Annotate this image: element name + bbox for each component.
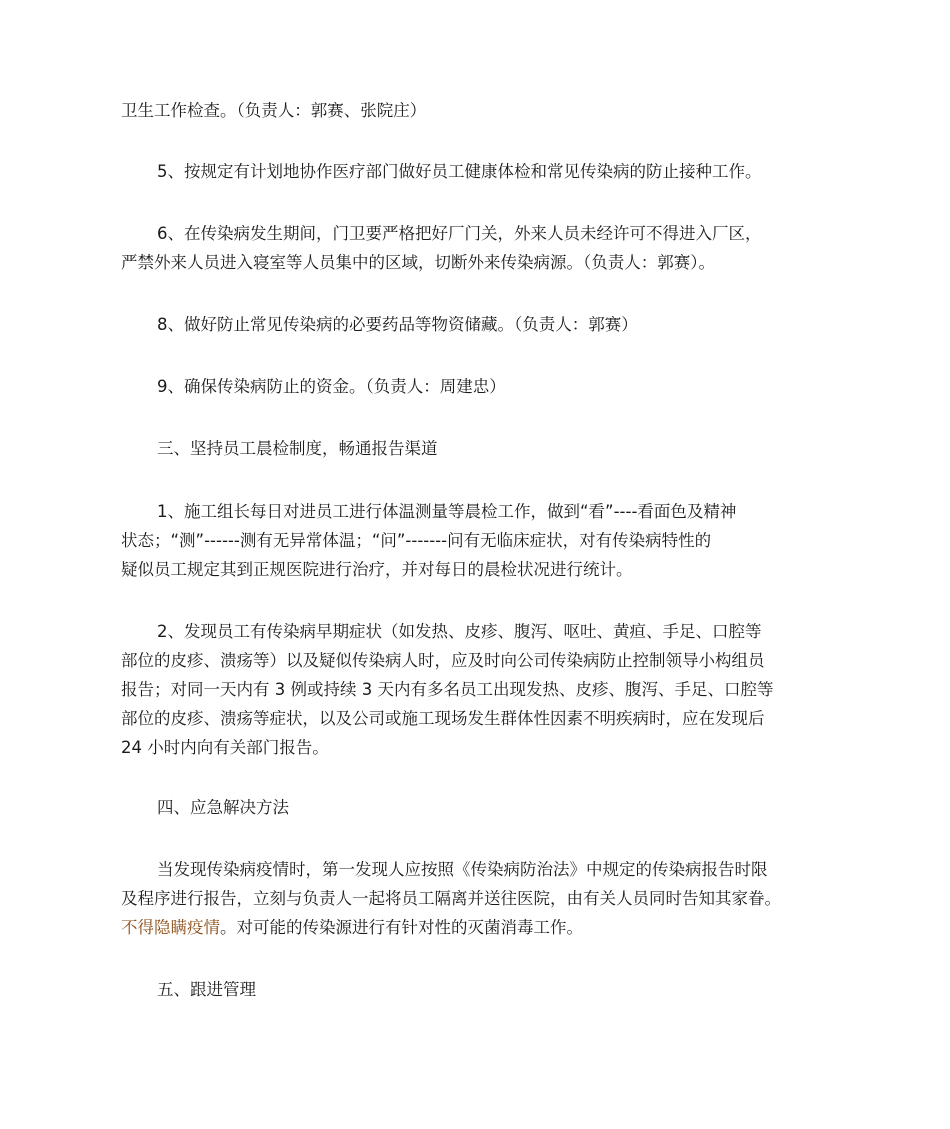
paragraph-emergency xyxy=(121,855,839,942)
text-line: 卫生工作检查。（负责人：郭赛、张院庄） xyxy=(121,101,427,120)
text-line: 疑似员工规定其到正规医院进行治疗，并对每日的晨检状况进行统计。 xyxy=(121,560,633,579)
text-line: 状态；“测”------测有无异常体温；“问”-------问有无临床症状，对有传染病特性的 xyxy=(121,531,712,550)
text-line: 报告；对同一天内有 3 例或持续 3 天内有多名员工出现发热、皮疹、腹泻、手足、口腔等 xyxy=(121,680,774,699)
paragraph-inspection-responsible xyxy=(121,96,839,125)
text-line-mixed xyxy=(121,913,839,942)
text-line: 6、在传染病发生期间，门卫要严格把好厂门关，外来人员未经许可不得进入厂区， xyxy=(157,224,762,243)
text-segment: 。对可能的传染源进行有针对性的灭菌消毒工作。 xyxy=(220,918,583,937)
paragraph-morning-check-2 xyxy=(121,617,839,762)
paragraph-item-9 xyxy=(121,372,839,401)
paragraph-item-8 xyxy=(121,310,839,339)
paragraph-morning-check-1 xyxy=(121,497,839,584)
section-heading-4 xyxy=(121,793,839,822)
text-line: 及程序进行报告，立刻与负责人一起将员工隔离并送往医院，由有关人员同时告知其家眷。 xyxy=(121,889,781,908)
highlighted-text: 不得隐瞒疫情 xyxy=(121,918,220,937)
paragraph-item-6 xyxy=(121,219,839,277)
text-line: 1、施工组长每日对进员工进行体温测量等晨检工作，做到“看”----看面色及精神 xyxy=(157,502,737,521)
text-line: 部位的皮疹、溃疡等）以及疑似传染病人时，应及时向公司传染病防止控制领导小构组员 xyxy=(121,651,765,670)
text-line: 部位的皮疹、溃疡等症状，以及公司或施工现场发生群体性因素不明疾病时，应在发现后 xyxy=(121,709,765,728)
text-line: 9、确保传染病防止的资金。（负责人：周建忠） xyxy=(157,377,506,396)
text-line: 8、做好防止常见传染病的必要药品等物资储藏。（负责人：郭赛） xyxy=(157,315,638,334)
text-line: 当发现传染病疫情时，第一发现人应按照《传染病防治法》中规定的传染病报告时限 xyxy=(157,860,768,879)
text-line: 严禁外来人员进入寝室等人员集中的区域，切断外来传染病源。（负责人：郭赛）。 xyxy=(121,253,715,272)
heading-text: 五、跟进管理 xyxy=(157,980,256,999)
text-line: 24 小时内向有关部门报告。 xyxy=(121,738,329,757)
heading-text: 三、坚持员工晨检制度，畅通报告渠道 xyxy=(157,439,438,458)
section-heading-3 xyxy=(121,434,839,463)
text-line: 5、按规定有计划地协作医疗部门做好员工健康体检和常见传染病的防止接种工作。 xyxy=(157,162,762,181)
paragraph-item-5 xyxy=(121,157,839,186)
section-heading-5 xyxy=(121,975,839,1004)
text-line: 2、发现员工有传染病早期症状（如发热、皮疹、腹泻、呕吐、黄疸、手足、口腔等 xyxy=(157,622,762,641)
heading-text: 四、应急解决方法 xyxy=(157,798,289,817)
